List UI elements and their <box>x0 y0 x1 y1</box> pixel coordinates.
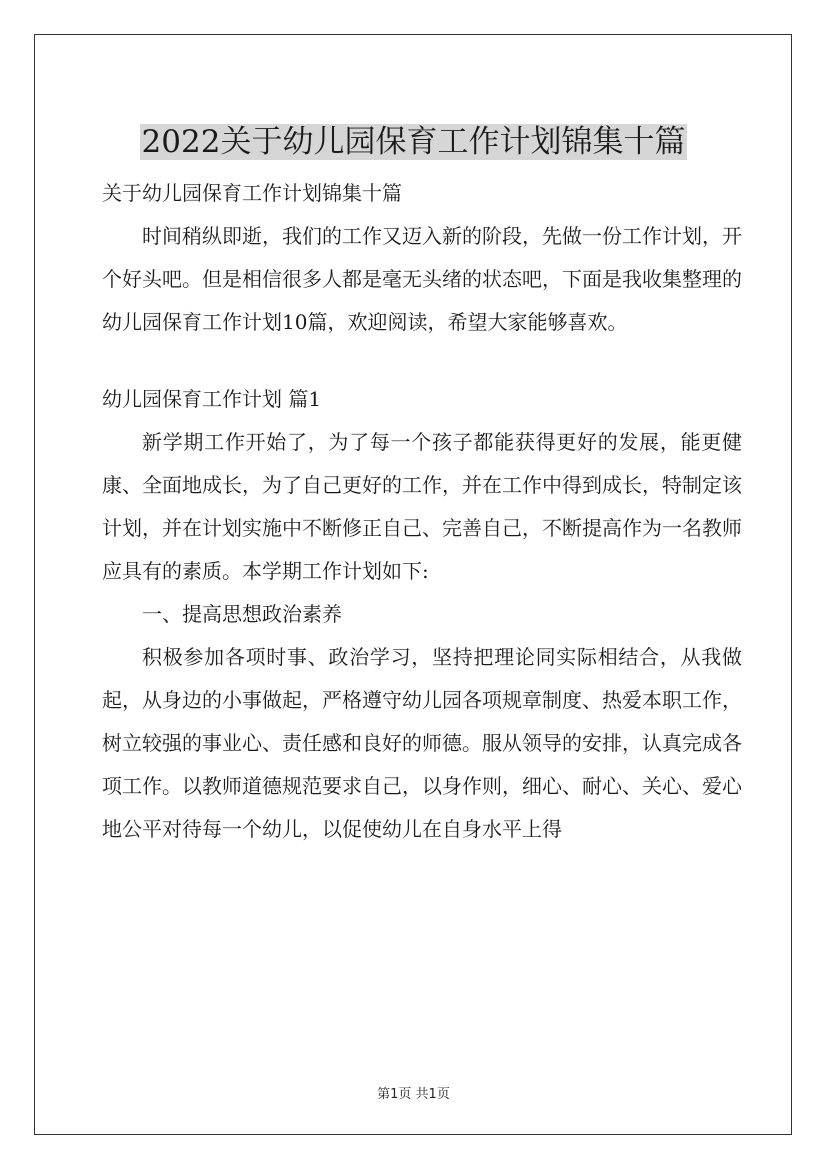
section-paragraph-1: 新学期工作开始了，为了每一个孩子都能获得更好的发展，能更健康、全面地成长，为了自己更好的工作，并在工作中得到成长，特制定该计划，并在计划实施中不断修正自己、完善自己，不断提高作为一名教师应具有的素质。本学期工作计划如下: <box>102 430 742 583</box>
section-heading: 幼儿园保育工作计划 篇1 <box>102 387 322 411</box>
intro-paragraph: 时间稍纵即逝，我们的工作又迈入新的阶段，先做一份工作计划，开个好头吧。但是相信很多人都是毫无头绪的状态吧，下面是我收集整理的幼儿园保育工作计划10篇，欢迎阅读，希望大家能够喜欢。 <box>102 224 742 334</box>
document-subtitle: 关于幼儿园保育工作计划锦集十篇 <box>102 181 402 205</box>
section-paragraph-2: 积极参加各项时事、政治学习，坚持把理论同实际相结合，从我做起，从身边的小事做起，严格遵守幼儿园各项规章制度、热爱本职工作，树立较强的事业心、责任感和良好的师德。服从领导的安排，认真完成各项工作。以教师道德规范要求自己，以身作则，细心、耐心、关心、爱心地公平对待每一个幼儿，以促使幼儿在自身水平上得 <box>102 645 742 841</box>
document-title: 2022关于幼儿园保育工作计划锦集十篇 <box>141 123 686 160</box>
page-footer: 第1页 共1页 <box>377 1087 450 1102</box>
document-body <box>102 172 742 851</box>
section-subheading: 一、提高思想政治素养 <box>142 602 342 626</box>
